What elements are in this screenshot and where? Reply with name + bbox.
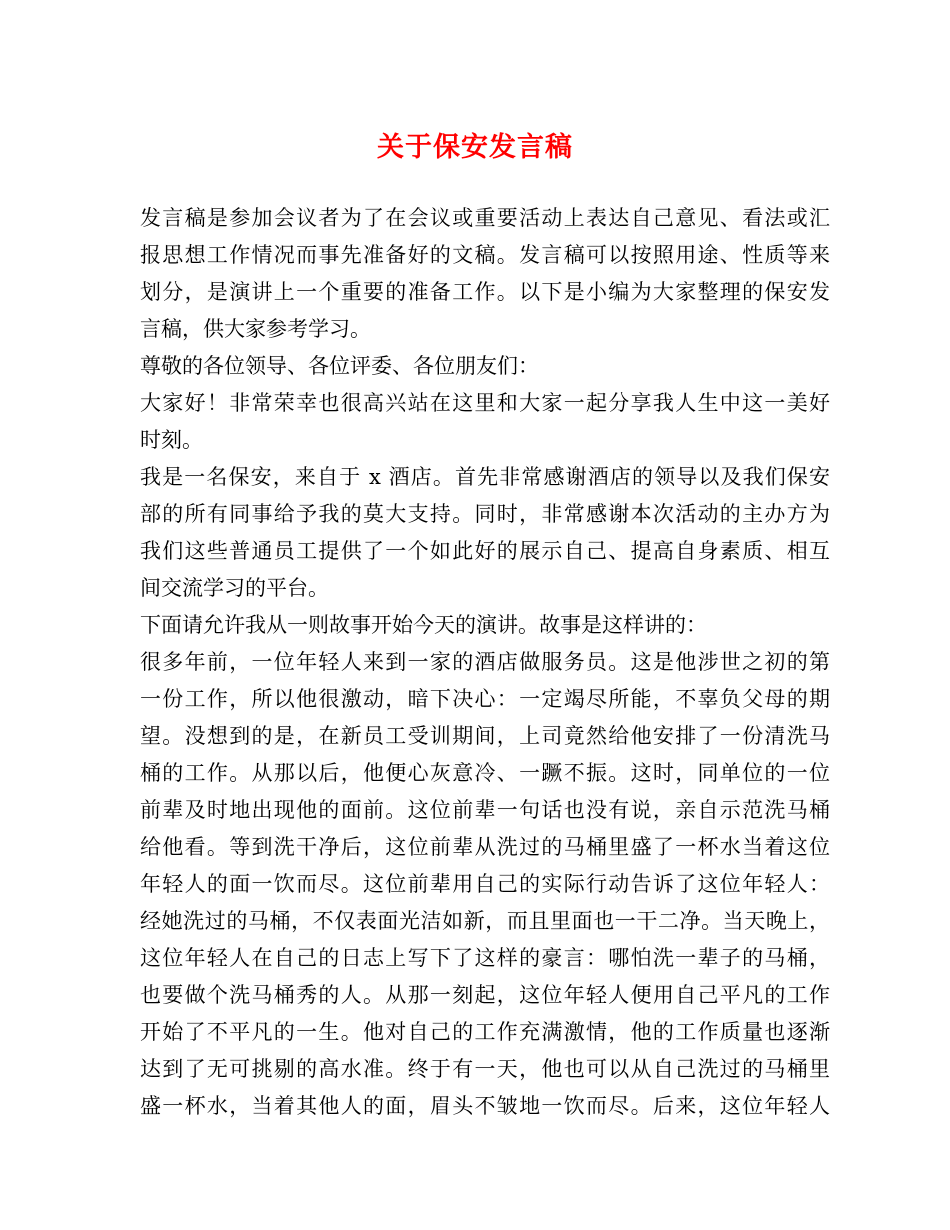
body-line: 报思想工作情况而事先准备好的文稿。发言稿可以按照用途、性质等来	[140, 243, 830, 267]
body-line: 大家好！非常荣幸也很高兴站在这里和大家一起分享我人生中这一美好	[140, 391, 830, 415]
body-line: 时刻。	[140, 428, 203, 452]
body-line: 很多年前，一位年轻人来到一家的酒店做服务员。这是他涉世之初的第	[140, 650, 830, 674]
body-line: 部的所有同事给予我的莫大支持。同时，非常感谢本次活动的主办方为	[140, 502, 830, 526]
body-line: 望。没想到的是，在新员工受训期间，上司竟然给他安排了一份清洗马	[140, 724, 830, 748]
body-line: 也要做个洗马桶秀的人。从那一刻起，这位年轻人便用自己平凡的工作	[140, 983, 830, 1007]
body-line: 发言稿是参加会议者为了在会议或重要活动上表达自己意见、看法或汇	[140, 206, 830, 230]
body-line: 经她洗过的马桶，不仅表面光洁如新，而且里面也一干二净。当天晚上，	[140, 909, 830, 933]
body-line: 我们这些普通员工提供了一个如此好的展示自己、提高自身素质、相互	[140, 539, 830, 563]
body-line: 下面请允许我从一则故事开始今天的演讲。故事是这样讲的：	[140, 613, 707, 637]
body-line: 给他看。等到洗干净后，这位前辈从洗过的马桶里盛了一杯水当着这位	[140, 835, 830, 859]
body-line: 一份工作，所以他很激动，暗下决心：一定竭尽所能，不辜负父母的期	[140, 687, 830, 711]
body-line: 划分，是演讲上一个重要的准备工作。以下是小编为大家整理的保安发	[140, 280, 830, 304]
body-line: 桶的工作。从那以后，他便心灰意冷、一蹶不振。这时，同单位的一位	[140, 761, 830, 785]
body-line: 前辈及时地出现他的面前。这位前辈一句话也没有说，亲自示范洗马桶	[140, 798, 830, 822]
body-line: 开始了不平凡的一生。他对自己的工作充满激情，他的工作质量也逐渐	[140, 1020, 830, 1044]
body-line: 我是一名保安，来自于 x 酒店。首先非常感谢酒店的领导以及我们保安	[140, 465, 830, 489]
body-line: 间交流学习的平台。	[140, 576, 329, 600]
body-line: 年轻人的面一饮而尽。这位前辈用自己的实际行动告诉了这位年轻人：	[140, 872, 830, 896]
document-title: 关于保安发言稿	[377, 132, 573, 163]
document-body	[140, 200, 830, 1125]
body-line: 达到了无可挑剔的高水准。终于有一天，他也可以从自己洗过的马桶里	[140, 1057, 830, 1081]
body-line: 尊敬的各位领导、各位评委、各位朋友们：	[140, 354, 539, 378]
body-line: 这位年轻人在自己的日志上写下了这样的豪言：哪怕洗一辈子的马桶，	[140, 946, 830, 970]
body-line: 盛一杯水，当着其他人的面，眉头不皱地一饮而尽。后来，这位年轻人	[140, 1094, 830, 1118]
body-line: 言稿，供大家参考学习。	[140, 317, 371, 341]
